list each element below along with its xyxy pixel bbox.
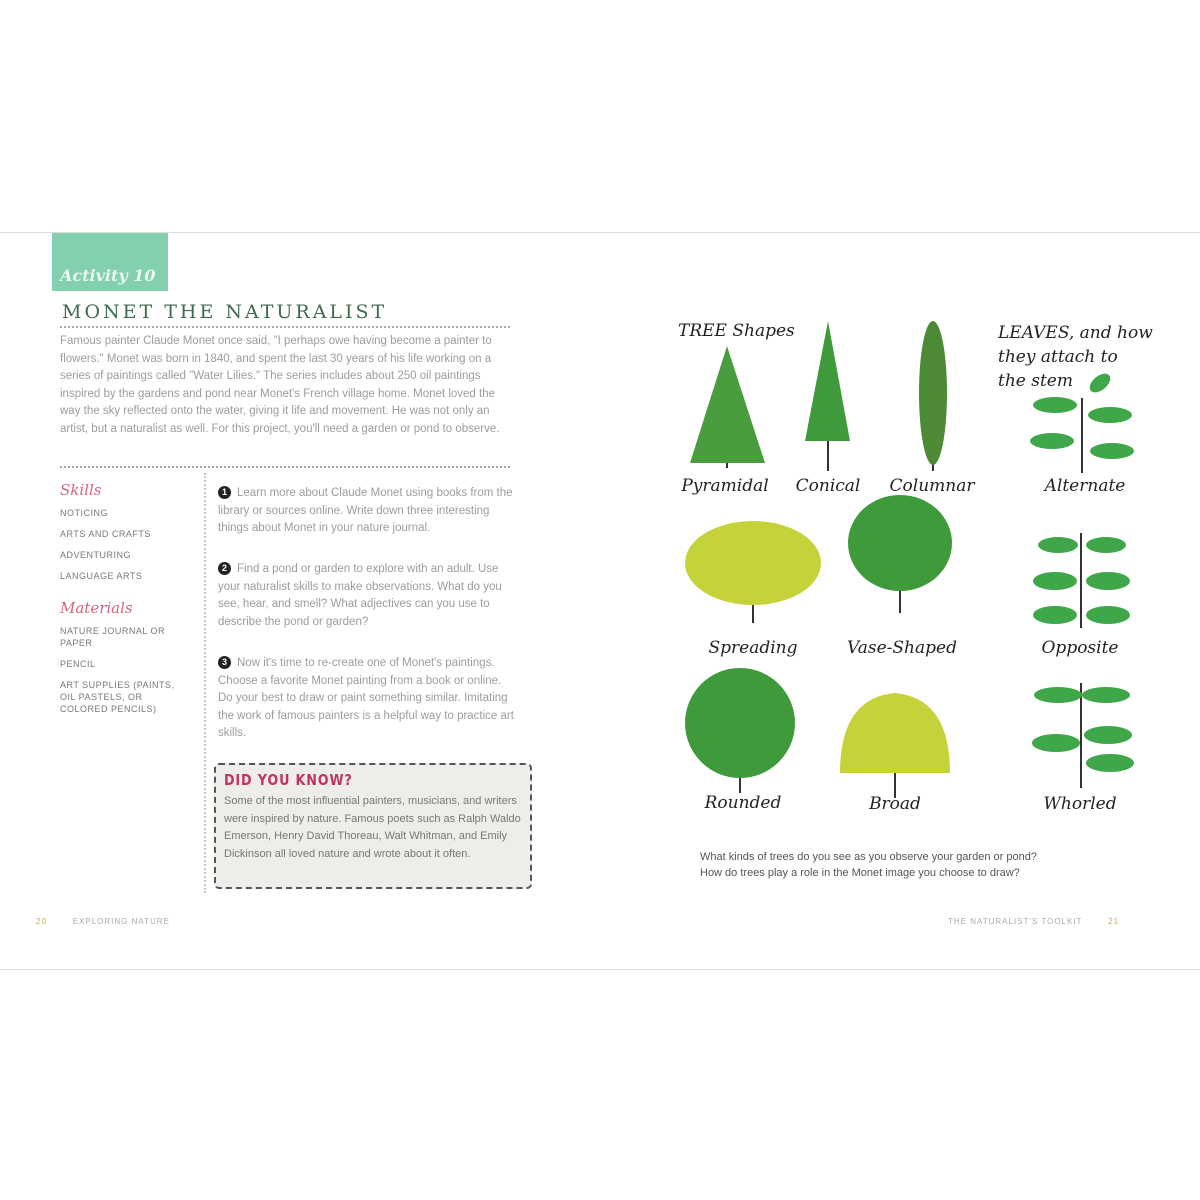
label-alternate: Alternate: [1044, 476, 1126, 496]
footer-left: 20 EXPLORING NATURE: [36, 917, 170, 926]
step-3: 3 Now it's time to re-create one of Monet's paintings. Choose a favorite Monet painting from a book or online. Do your best to draw or paint something similar. Imitating the work of famous painters is a helpful way to practice art skills.: [218, 657, 514, 740]
step-2: 2 Find a pond or garden to explore with an adult. Use your naturalist skills to make observations. What do you see, hear, and smell? What adjectives can you use to describe the pond or garden?: [218, 563, 502, 628]
label-conical: Conical: [795, 476, 861, 496]
intro-paragraph: Famous painter Claude Monet once said, "I perhaps owe having become a painter to flowers." Monet was born in 1840, and spent the last 30 years of his life working on a series of paintings called "Water Lilies." The series includes about 250 oil paintings inspired by the gardens and pond near Monet's French village home. Monet loved the way the sky reflected onto the water, giving it life and movement. He was not only an artist, but a naturalist as well. For this project, you'll need a garden or pond to observe.: [60, 335, 500, 435]
rounded-tree-icon: [685, 668, 795, 793]
page-title: MONET THE NATURALIST: [62, 301, 388, 323]
label-vase-shaped: Vase-Shaped: [847, 638, 957, 658]
label-spreading: Spreading: [708, 638, 798, 658]
did-you-know-box: DID YOU KNOW? Some of the most influential painters, musicians, and writers were inspired by nature. Famous poets such as Ralph Waldo Emerson, Henry David Thoreau, Walt Whitman, and Emily Dickinson all loved nature and wrote about it often.: [214, 763, 532, 889]
skills-section: Skills NOTICING ARTS AND CRAFTS ADVENTURING LANGUAGE ARTS: [60, 481, 151, 581]
label-whorled: Whorled: [1043, 794, 1117, 814]
footer-right: THE NATURALIST'S TOOLKIT 21: [948, 917, 1120, 926]
reflection-questions: What kinds of trees do you see as you observe your garden or pond? How do trees play a role in the Monet image you choose to draw?: [700, 851, 1037, 879]
step-1: 1 Learn more about Claude Monet using books from the library or sources online. Write down three interesting things about Monet in your nature journal.: [218, 487, 513, 535]
materials-section: Materials NATURE JOURNAL OR PAPER PENCIL ART SUPPLIES (PAINTS, OIL PASTELS, OR COLORED PENCILS): [60, 599, 175, 714]
book-spread: [0, 232, 1200, 970]
column-divider: [204, 473, 206, 893]
label-rounded: Rounded: [704, 793, 782, 813]
label-broad: Broad: [869, 794, 921, 814]
spreading-tree-icon: [685, 521, 821, 623]
conical-tree-icon: [805, 321, 850, 471]
opposite-leaves-icon: [1033, 533, 1130, 628]
tree-shapes-heading: TREE Shapes: [678, 321, 795, 341]
broad-tree-icon: [840, 693, 950, 798]
intro-divider: [60, 466, 510, 468]
alternate-leaves-icon: [1030, 370, 1134, 473]
vase-shaped-tree-icon: [848, 495, 952, 613]
tree-illustrations: [660, 303, 1180, 823]
leaves-heading: LEAVES, and how they attach to the stem: [998, 323, 1153, 391]
label-pyramidal: Pyramidal: [681, 476, 769, 496]
label-opposite: Opposite: [1041, 638, 1119, 658]
activity-tab: Activity 10: [52, 233, 168, 291]
whorled-leaves-icon: [1032, 683, 1134, 788]
label-columnar: Columnar: [889, 476, 975, 496]
pyramidal-tree-icon: [690, 346, 765, 468]
columnar-tree-icon: [919, 321, 947, 471]
title-divider: [60, 326, 510, 328]
